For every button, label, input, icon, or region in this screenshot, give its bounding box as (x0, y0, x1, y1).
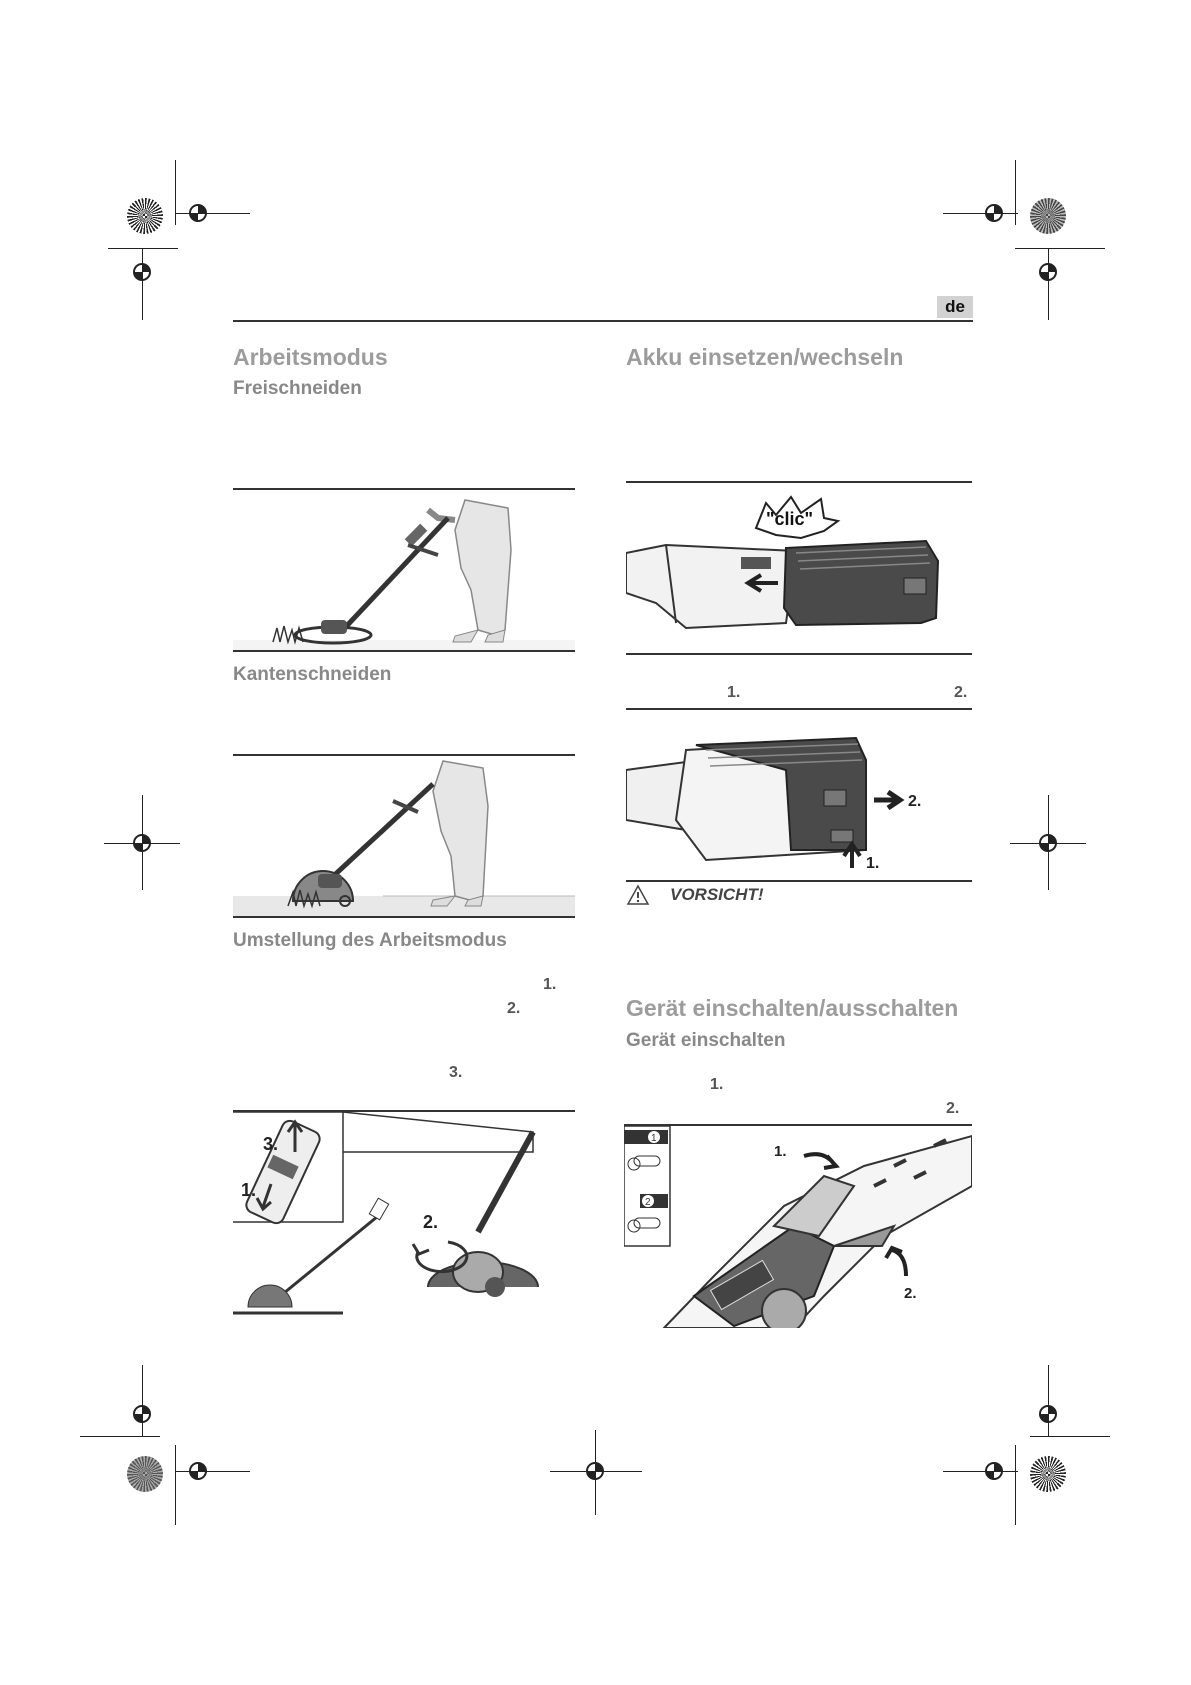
fig-label-2: 2. (904, 1285, 917, 1302)
figure-battery-remove (626, 708, 972, 882)
fig-label-2: 2. (423, 1212, 439, 1232)
subsection-title-freischneiden: Freischneiden (233, 378, 362, 399)
crop-mark (595, 1430, 596, 1515)
step-marker-2: 2. (946, 1100, 960, 1117)
crop-mark (175, 213, 250, 214)
color-star-mark (127, 198, 163, 234)
crop-mark (142, 248, 143, 320)
step-marker-3: 3. (449, 1064, 463, 1081)
figure-trimming (233, 488, 575, 652)
figure-battery-insert (626, 481, 972, 655)
step-marker-1: 1. (727, 684, 741, 701)
crop-mark (1048, 248, 1049, 320)
language-badge: de (937, 296, 973, 318)
color-star-mark (1030, 198, 1066, 234)
color-star-mark (1030, 1456, 1066, 1492)
figure-switch-on (624, 1124, 972, 1328)
step-marker-2: 2. (507, 1000, 521, 1017)
crop-mark (943, 1471, 1018, 1472)
subsection-title-umstellung: Umstellung des Arbeitsmodus (233, 930, 507, 951)
step-marker-1: 1. (710, 1076, 724, 1093)
warning-icon (626, 884, 650, 906)
crop-mark (104, 843, 180, 844)
crop-mark (1015, 1445, 1016, 1525)
figure-mode-change (233, 1110, 575, 1315)
subsection-title-einschalten: Gerät einschalten (626, 1030, 786, 1051)
fig-label-1: 1. (866, 855, 880, 872)
clic-label: "clic" (766, 509, 814, 529)
color-star-mark (127, 1456, 163, 1492)
fig-label-3: 3. (263, 1134, 279, 1154)
crop-mark (142, 1365, 143, 1437)
crop-mark (1015, 160, 1016, 225)
section-title-geraet: Gerät einschalten/ausschalten (626, 995, 959, 1021)
crop-mark (1010, 843, 1086, 844)
fig-label-1: 1. (241, 1180, 257, 1200)
header-rule (233, 320, 973, 322)
crop-mark (1030, 1436, 1110, 1437)
crop-mark (550, 1471, 642, 1472)
step-marker-2: 2. (954, 684, 968, 701)
crop-mark (175, 160, 176, 225)
crop-mark (175, 1445, 176, 1525)
crop-mark (80, 1436, 160, 1437)
step-marker-1: 1. (543, 976, 557, 993)
section-title-akku: Akku einsetzen/wechseln (626, 344, 904, 370)
warning-notice (626, 884, 764, 906)
crop-mark (1048, 1365, 1049, 1437)
panel-number-2: 2 (645, 1197, 651, 1208)
crop-mark (1015, 248, 1105, 249)
crop-mark (108, 248, 178, 249)
fig-label-2: 2. (908, 793, 922, 810)
section-title-arbeitsmodus: Arbeitsmodus (233, 344, 388, 370)
crop-mark (943, 213, 1018, 214)
figure-edging (233, 754, 575, 918)
fig-label-1: 1. (774, 1143, 787, 1160)
warning-text: VORSICHT! (670, 885, 764, 904)
subsection-title-kantenschneiden: Kantenschneiden (233, 664, 392, 685)
panel-number-1: 1 (651, 1133, 657, 1144)
crop-mark (175, 1471, 250, 1472)
